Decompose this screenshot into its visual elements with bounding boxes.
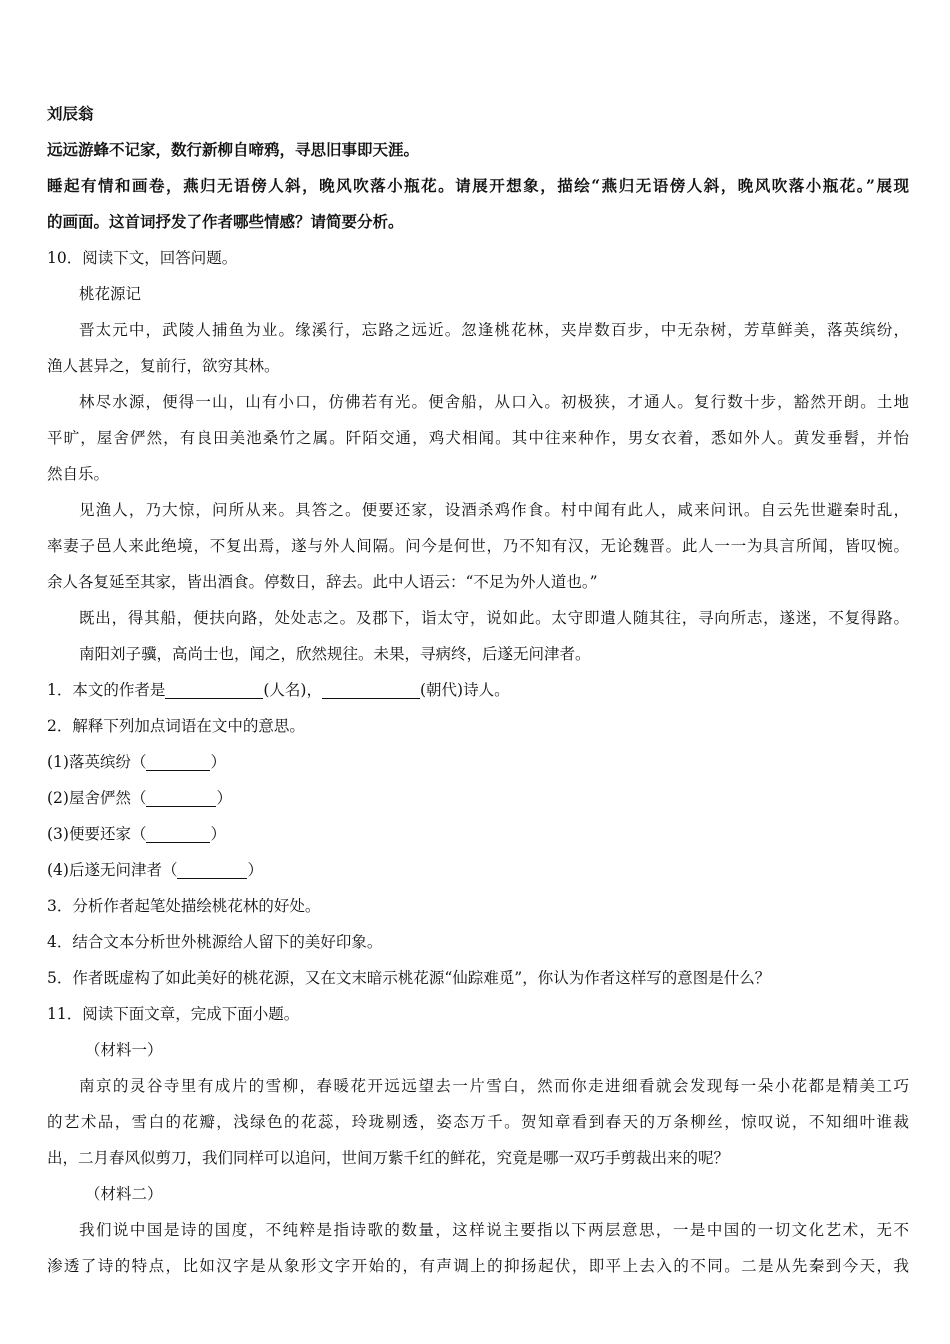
passage-line: 平旷，屋舍俨然，有良田美池桑竹之属。阡陌交通，鸡犬相闻。其中往来种作，男女衣着，悉如外人。黄发垂髫，并怡 [47, 429, 909, 447]
sub-question-3: 3．分析作者起笔处描绘桃花林的好处。 [47, 897, 321, 915]
word-item [47, 780, 909, 816]
poem-author: 刘辰翁 [47, 104, 94, 123]
dynasty-blank[interactable] [322, 680, 420, 699]
word-item-close: ） [216, 789, 232, 807]
answer-blank[interactable] [146, 824, 210, 843]
word-item-label: (3)便要还家（ [47, 825, 147, 843]
sub-question-2: 2．解释下列加点词语在文中的意思。 [47, 717, 305, 735]
passage-line: 晋太元中，武陵人捕鱼为业。缘溪行，忘路之远近。忽逢桃花林，夹岸数百步，中无杂树，芳草鲜美，落英缤纷， [79, 321, 909, 339]
material-line: 的艺术品，雪白的花瓣，浅绿色的花蕊，玲珑剔透，姿态万千。贺知章看到春天的万条柳丝，惊叹说，不知细叶谁裁 [47, 1113, 909, 1131]
passage-line: 余人各复延至其家，皆出酒食。停数日，辞去。此中人语云：“不足为外人道也。” [47, 573, 598, 591]
sub-question-1-text: (朝代)诗人。 [419, 681, 510, 699]
sub-question-5: 5．作者既虚构了如此美好的桃花源，又在文末暗示桃花源“仙踪难觅”，你认为作者这样写的意图是什么？ [47, 969, 771, 987]
poem-question-end: 的画面。这首词抒发了作者哪些情感？请简要分析。 [47, 212, 404, 231]
word-item-label: (2)屋舍俨然（ [47, 789, 147, 807]
passage-line: 既出，得其船，便扶向路，处处志之。及郡下，诣太守，说如此。太守即遣人随其往，寻向所志，遂迷，不复得路。 [79, 609, 909, 627]
material-line: 渗透了诗的特点，比如汉字是从象形文字开始的，有声调上的抑扬起伏，即平上去入的不同。二是从先秦到今天，我 [47, 1257, 909, 1275]
material-line: 我们说中国是诗的国度，不纯粹是指诗歌的数量，这样说主要指以下两层意思，一是中国的一切文化艺术，无不 [79, 1221, 909, 1239]
document-page [47, 96, 909, 1284]
answer-blank[interactable] [177, 860, 247, 879]
word-item [47, 816, 909, 852]
author-name-blank[interactable] [165, 680, 263, 699]
poem-question: 睡起有情和画卷，燕归无语傍人斜，晚风吹落小瓶花。请展开想象，描绘“燕归无语傍人斜，晚风吹落小瓶花。”展现 [47, 176, 909, 195]
word-item-close: ） [247, 861, 263, 879]
sub-question-1-text: 1．本文的作者是 [47, 681, 166, 699]
q11-heading: 11．阅读下面文章，完成下面小题。 [47, 1005, 300, 1023]
answer-blank[interactable] [146, 788, 216, 807]
q10-heading: 10．阅读下文，回答问题。 [47, 249, 238, 267]
passage-line: 然自乐。 [47, 465, 110, 483]
material-line: 南京的灵谷寺里有成片的雪柳，春暖花开远远望去一片雪白，然而你走进细看就会发现每一朵小花都是精美工巧 [79, 1077, 909, 1095]
word-item [47, 744, 909, 780]
passage-line: 率妻子邑人来此绝境，不复出焉，遂与外人间隔。问今是何世，乃不知有汉，无论魏晋。此人一一为具言所闻，皆叹惋。 [47, 537, 909, 555]
poem-line: 远远游蜂不记家，数行新柳自啼鸦，寻思旧事即天涯。 [47, 140, 420, 159]
material-2-label: （材料二） [85, 1185, 163, 1203]
material-line: 出，二月春风似剪刀，我们同样可以追问，世间万紫千红的鲜花，究竟是哪一双巧手剪裁出来的呢？ [47, 1149, 730, 1167]
passage-line: 林尽水源，便得一山，山有小口，仿佛若有光。便舍船，从口入。初极狭，才通人。复行数十步，豁然开朗。土地 [79, 393, 909, 411]
passage-line: 南阳刘子骥，高尚士也，闻之，欣然规往。未果，寻病终，后遂无问津者。 [79, 645, 591, 663]
sub-question-1-text: (人名)， [263, 681, 322, 699]
word-item-close: ） [210, 825, 226, 843]
word-item-label: (1)落英缤纷（ [47, 753, 147, 771]
material-1-label: （材料一） [85, 1041, 163, 1059]
word-item-close: ） [210, 753, 226, 771]
passage-line: 渔人甚异之，复前行，欲穷其林。 [47, 357, 280, 375]
word-item-label: (4)后遂无问津者（ [47, 861, 178, 879]
word-item [47, 852, 909, 888]
sub-question-4: 4．结合文本分析世外桃源给人留下的美好印象。 [47, 933, 383, 951]
passage-line: 见渔人，乃大惊，问所从来。具答之。便要还家，设酒杀鸡作食。村中闻有此人，咸来问讯。自云先世避秦时乱， [79, 501, 909, 519]
sub-question-1 [47, 672, 909, 708]
passage-title: 桃花源记 [79, 285, 142, 303]
answer-blank[interactable] [146, 752, 210, 771]
